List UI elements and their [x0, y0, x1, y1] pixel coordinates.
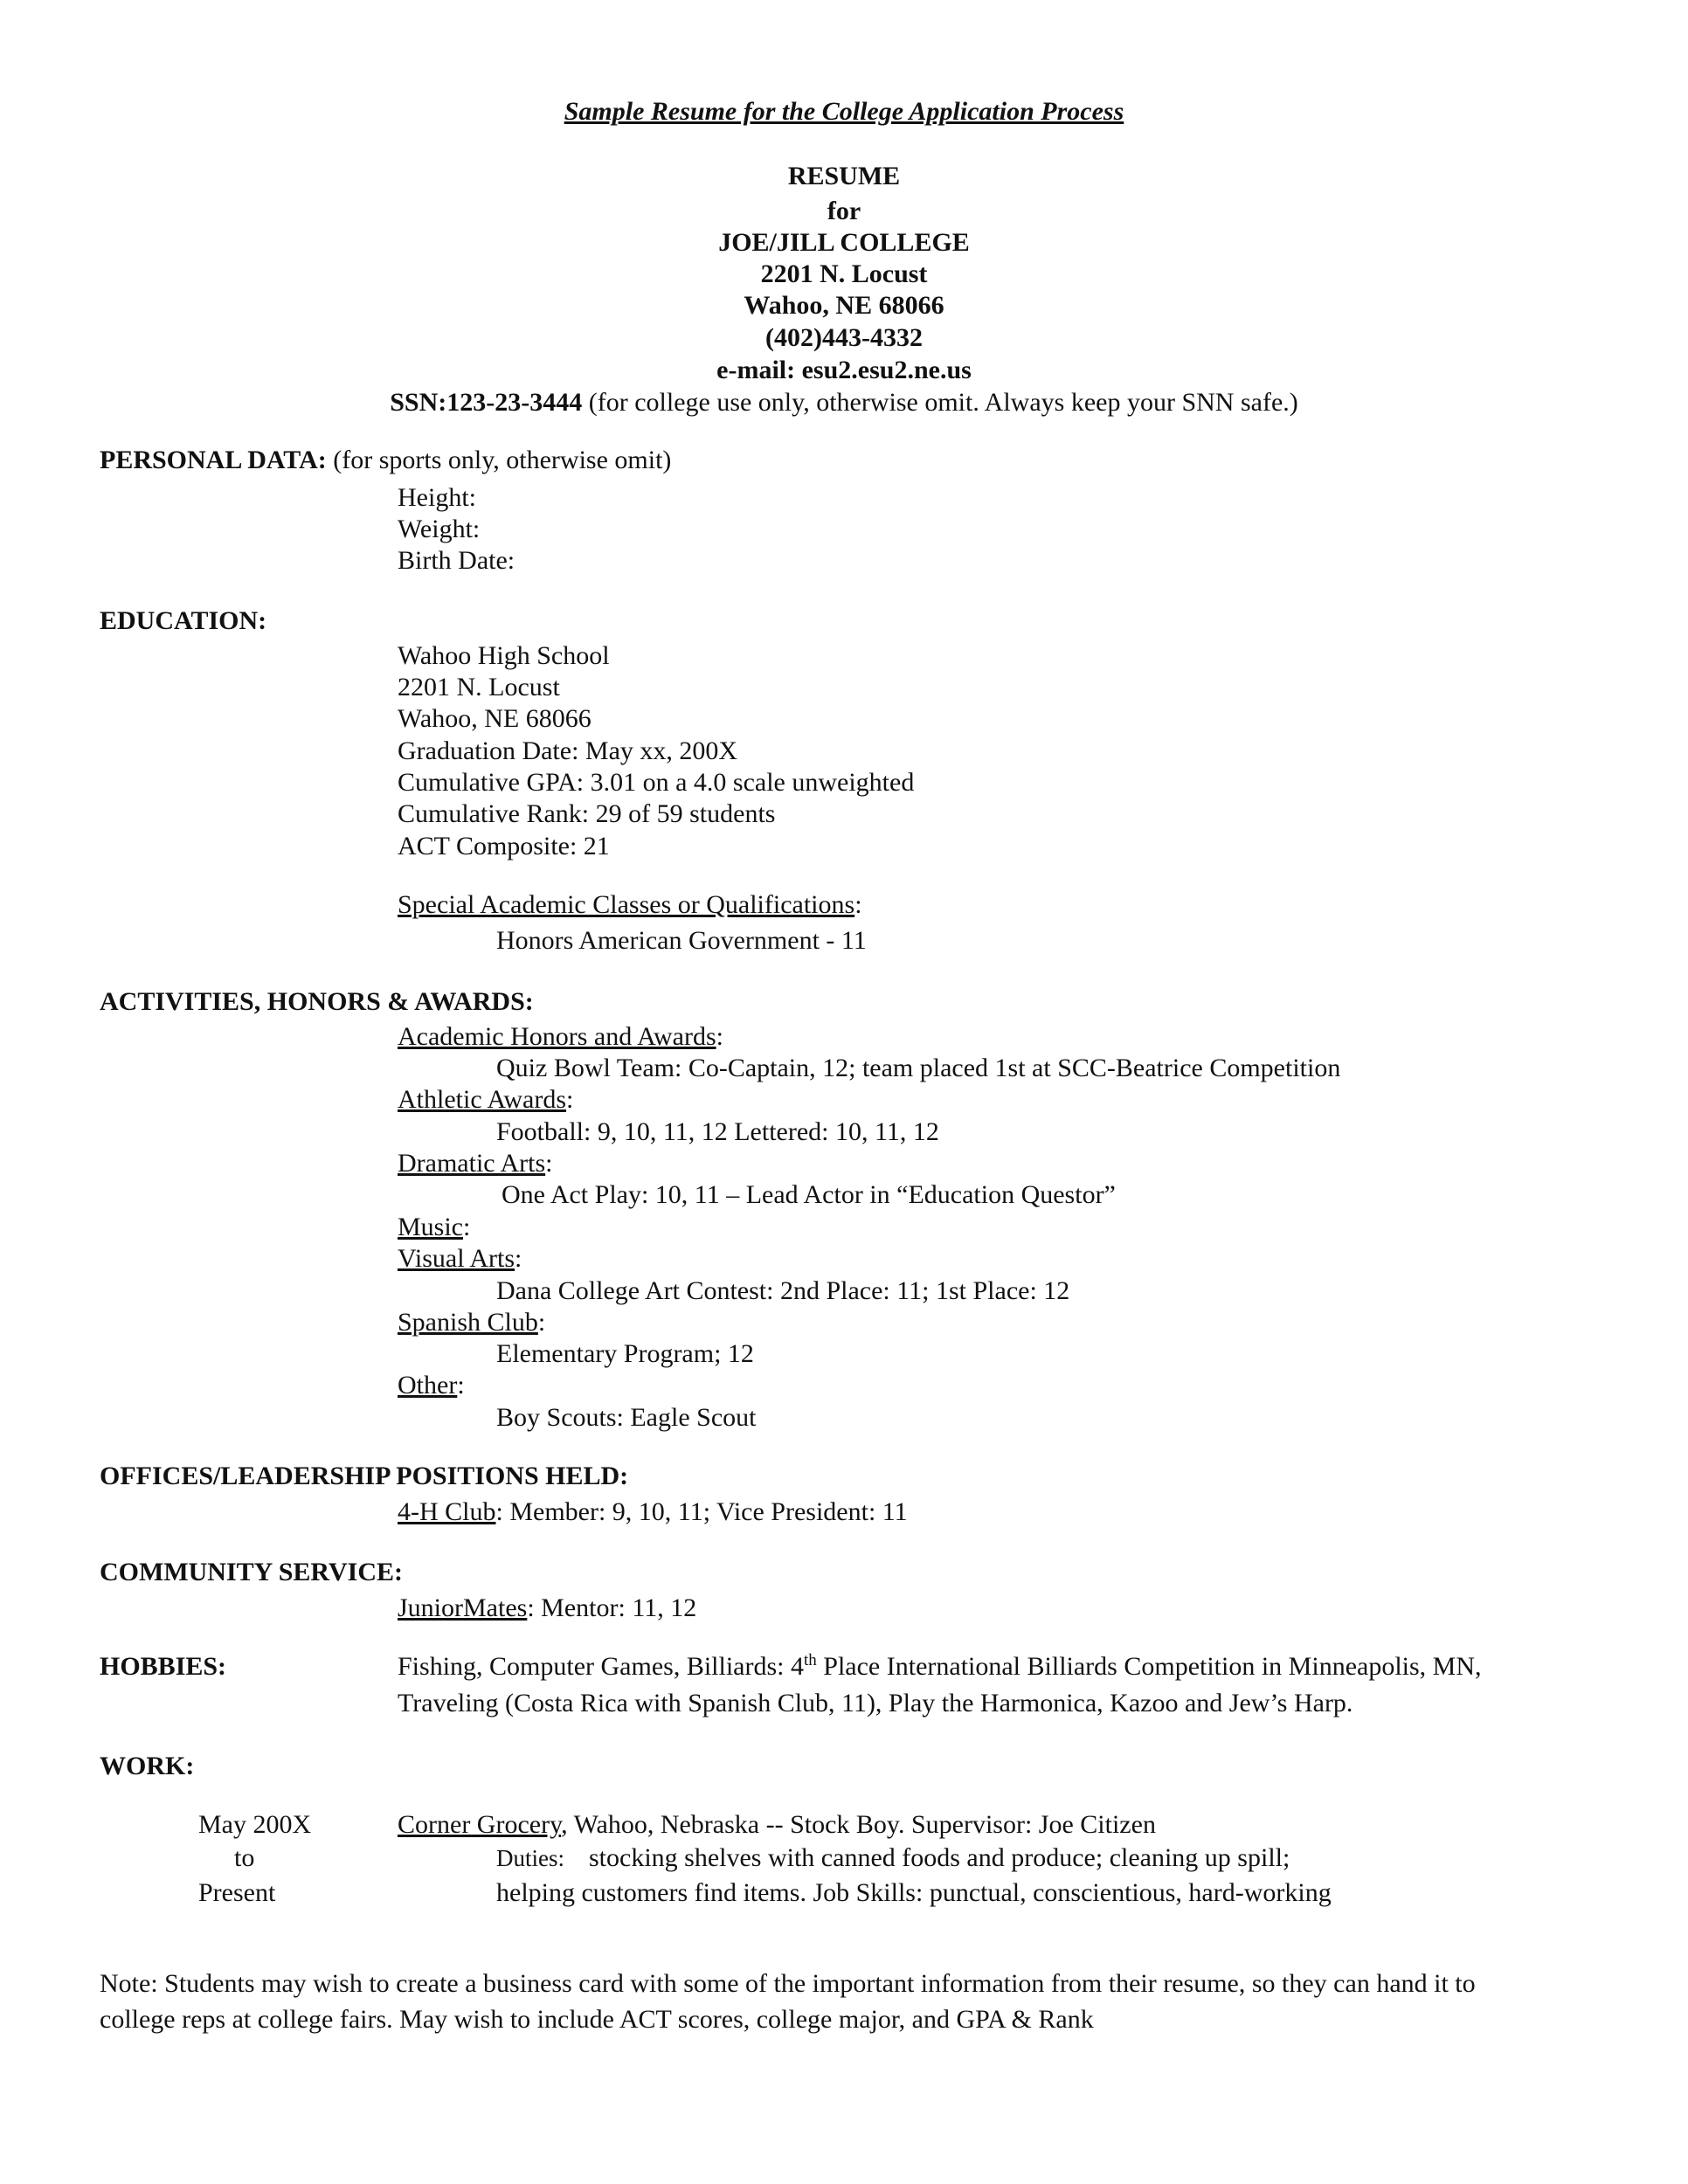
section-heading: PERSONAL DATA:	[100, 446, 327, 474]
ssn-note: (for college use only, otherwise omit. Always keep your SNN safe.)	[582, 388, 1298, 417]
for-line: for	[827, 197, 861, 225]
note-line-2: college reps at college fairs. May wish to include ACT scores, college major, and GPA & Rank	[100, 2005, 1094, 2034]
document-title: Sample Resume for the College Application Process	[564, 97, 1124, 126]
education-line: Cumulative Rank: 29 of 59 students	[398, 799, 776, 828]
birthdate-field: Birth Date:	[398, 546, 515, 575]
street-address: 2201 N. Locust	[760, 259, 928, 288]
special-class-item: Honors American Government - 11	[496, 926, 867, 955]
education-heading: EDUCATION:	[100, 606, 267, 635]
height-field: Height:	[398, 483, 476, 512]
work-heading: WORK:	[100, 1752, 195, 1780]
activity-label: Athletic Awards	[398, 1085, 567, 1114]
education-line: 2201 N. Locust	[398, 673, 560, 702]
work-date-to-word: to	[234, 1843, 255, 1872]
hobbies-heading: HOBBIES:	[100, 1652, 227, 1681]
applicant-name: JOE/JILL COLLEGE	[718, 228, 970, 257]
ssn-line	[0, 390, 1688, 416]
education-line: Cumulative GPA: 3.01 on a 4.0 scale unweighted	[398, 768, 915, 797]
education-line: Graduation Date: May xx, 200X	[398, 736, 738, 765]
activity-label: Dramatic Arts	[398, 1149, 546, 1178]
activity-item: Football: 9, 10, 11, 12 Lettered: 10, 11, 12	[496, 1117, 939, 1146]
activity-label: Academic Honors and Awards	[398, 1022, 716, 1051]
activity-label-line: Other:	[398, 1371, 465, 1400]
phone-number: (402)443-4332	[765, 323, 923, 352]
activity-label-line: Athletic Awards:	[398, 1085, 574, 1114]
offices-text: : Member: 9, 10, 11; Vice President: 11	[495, 1497, 908, 1526]
activity-label: Spanish Club	[398, 1308, 538, 1337]
ssn-label: SSN:123-23-3444	[390, 388, 583, 417]
hobbies-line-2: Traveling (Costa Rica with Spanish Club, 11), Play the Harmonica, Kazoo and Jew’s Harp.	[398, 1689, 1353, 1717]
personal-note: (for sports only, otherwise omit)	[326, 446, 672, 474]
activity-item: One Act Play: 10, 11 – Lead Actor in “Education Questor”	[502, 1180, 1116, 1209]
ordinal-suffix: th	[804, 1651, 817, 1669]
activity-item: Elementary Program; 12	[496, 1339, 754, 1368]
work-duties-line-1	[496, 1845, 1290, 1871]
hobbies-line-1	[398, 1651, 1482, 1681]
resume-heading: RESUME	[787, 162, 901, 190]
hobbies-text: Place International Billiards Competition in Minneapolis, MN,	[816, 1652, 1482, 1681]
email-line: e-mail: esu2.esu2.ne.us	[716, 356, 972, 384]
employer-details: , Wahoo, Nebraska -- Stock Boy. Supervisor: Joe Citizen	[561, 1810, 1156, 1839]
work-date-from: May 200X	[198, 1810, 312, 1839]
activity-item: Quiz Bowl Team: Co-Captain, 12; team placed 1st at SCC-Beatrice Competition	[496, 1054, 1341, 1082]
activity-item: Dana College Art Contest: 2nd Place: 11; 1st Place: 12	[496, 1276, 1070, 1305]
education-line: Wahoo High School	[398, 641, 610, 670]
activity-label-line: Visual Arts:	[398, 1244, 522, 1273]
special-classes-label-line: Special Academic Classes or Qualifications:	[398, 890, 862, 919]
offices-label: 4-H Club	[398, 1497, 496, 1526]
note-line-1: Note: Students may wish to create a business card with some of the important information from their resume, so they can hand it to	[100, 1969, 1476, 1998]
activity-label-line: Spanish Club:	[398, 1308, 546, 1337]
community-label: JuniorMates	[398, 1593, 528, 1622]
special-classes-label: Special Academic Classes or Qualifications	[398, 890, 855, 919]
hobbies-text: Fishing, Computer Games, Billiards: 4	[398, 1652, 804, 1681]
offices-line	[398, 1499, 908, 1525]
activity-label-line: Dramatic Arts:	[398, 1149, 553, 1178]
weight-field: Weight:	[398, 515, 481, 543]
work-employer-line	[398, 1812, 1156, 1838]
activity-item: Boy Scouts: Eagle Scout	[496, 1403, 757, 1432]
employer-name: Corner Grocery	[398, 1810, 562, 1839]
education-line: ACT Composite: 21	[398, 832, 610, 860]
offices-heading: OFFICES/LEADERSHIP POSITIONS HELD:	[100, 1462, 629, 1490]
community-text: : Mentor: 11, 12	[527, 1593, 697, 1622]
community-line	[398, 1595, 696, 1621]
activity-label: Music	[398, 1213, 463, 1241]
activity-label-line: Academic Honors and Awards:	[398, 1022, 723, 1051]
duties-label: Duties:	[496, 1845, 564, 1871]
education-line: Wahoo, NE 68066	[398, 704, 591, 733]
work-duties-line-2: helping customers find items. Job Skills: punctual, conscientious, hard-working	[496, 1878, 1332, 1907]
work-date-to: Present	[198, 1878, 276, 1907]
city-state-zip: Wahoo, NE 68066	[744, 291, 944, 320]
activities-heading: ACTIVITIES, HONORS & AWARDS:	[100, 987, 534, 1016]
activity-label: Other	[398, 1371, 458, 1400]
duties-text: stocking shelves with canned foods and produce; cleaning up spill;	[589, 1843, 1290, 1872]
activity-label: Visual Arts	[398, 1244, 515, 1273]
community-heading: COMMUNITY SERVICE:	[100, 1558, 404, 1586]
personal-data-heading-line	[100, 447, 671, 473]
activity-label-line: Music:	[398, 1213, 471, 1241]
